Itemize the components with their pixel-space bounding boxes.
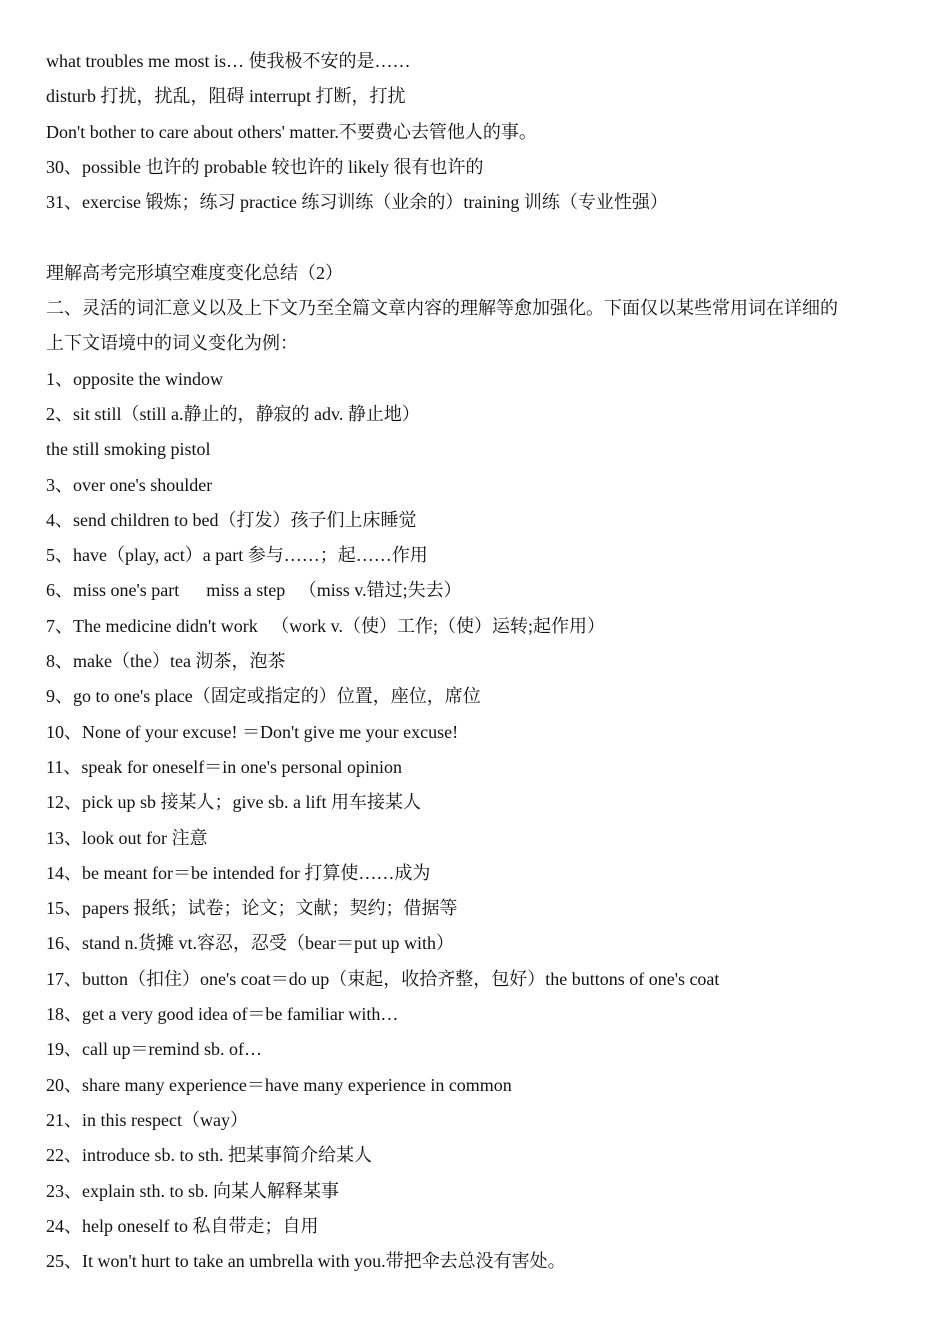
list-item: 6、miss one's part miss a step （miss v.错过;失去） <box>46 580 462 601</box>
list-item: 5、have（play, act）a part 参与……；起……作用 <box>46 545 428 566</box>
list-item: 25、It won't hurt to take an umbrella with you.带把伞去总没有害处。 <box>46 1251 566 1272</box>
list-item: the still smoking pistol <box>46 439 211 460</box>
text-line: what troubles me most is… 使我极不安的是…… <box>46 51 411 71</box>
list-item: 12、pick up sb 接某人；give sb. a lift 用车接某人 <box>46 792 421 813</box>
list-item: 4、send children to bed（打发）孩子们上床睡觉 <box>46 509 417 530</box>
list-item: 24、help oneself to 私自带走；自用 <box>46 1215 319 1236</box>
list-item: 16、stand n.货摊 vt.容忍，忍受（bear＝put up with） <box>46 933 454 954</box>
text-line: 30、possible 也许的 probable 较也许的 likely 很有也许的 <box>46 156 484 177</box>
list-item: 14、be meant for＝be intended for 打算使……成为 <box>46 862 431 883</box>
list-item: 18、get a very good idea of＝be familiar with… <box>46 1004 399 1025</box>
list-item: 23、explain sth. to sb. 向某人解释某事 <box>46 1180 339 1201</box>
list-item: 17、button（扣住）one's coat＝do up（束起，收拾齐整，包好）the buttons of one's coat <box>46 968 720 989</box>
list-item: 11、speak for oneself＝in one's personal opinion <box>46 756 403 777</box>
text-line: disturb 打扰，扰乱，阻碍 interrupt 打断，打扰 <box>46 86 406 107</box>
list-item: 10、None of your excuse! ＝Don't give me your excuse! <box>46 721 459 742</box>
list-item: 20、share many experience＝have many experience in common <box>46 1074 512 1095</box>
section-title: 理解高考完形填空难度变化总结（2） <box>46 262 343 283</box>
list-item: 7、The medicine didn't work （work v.（使）工作;（使）运转;起作用） <box>46 615 606 636</box>
document-page <box>46 44 916 1279</box>
list-item: 2、sit still（still a.静止的，静寂的 adv. 静止地） <box>46 403 420 424</box>
list-item: 1、opposite the window <box>46 368 223 389</box>
blank-line <box>46 220 916 255</box>
list-item: 9、go to one's place（固定或指定的）位置，座位，席位 <box>46 686 481 707</box>
list-item: 15、papers 报纸；试卷；论文；文献；契约；借据等 <box>46 898 458 919</box>
list-item: 3、over one's shoulder <box>46 474 213 495</box>
text-line: Don't bother to care about others' matter.不要费心去管他人的事。 <box>46 121 537 142</box>
text-line: 31、exercise 锻炼；练习 practice 练习训练（业余的）training 训练（专业性强） <box>46 192 668 213</box>
list-item: 22、introduce sb. to sth. 把某事简介给某人 <box>46 1145 372 1166</box>
list-item: 21、in this respect（way） <box>46 1109 248 1130</box>
list-item: 19、call up＝remind sb. of… <box>46 1039 262 1060</box>
section-intro: 上下文语境中的词义变化为例： <box>46 333 298 354</box>
section-intro: 二、灵活的词汇意义以及上下文乃至全篇文章内容的理解等愈加强化。下面仅以某些常用词在详细的 <box>46 298 838 319</box>
list-item: 8、make（the）tea 沏茶，泡茶 <box>46 651 286 672</box>
list-item: 13、look out for 注意 <box>46 827 208 848</box>
